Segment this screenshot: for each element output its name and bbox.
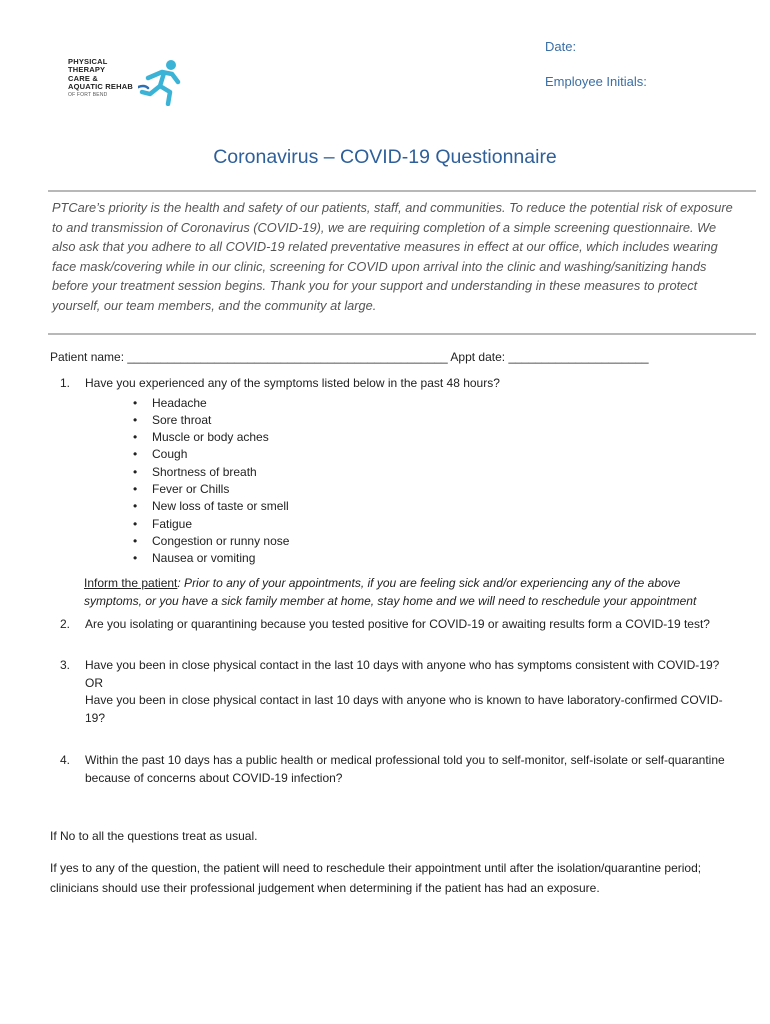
bullet-icon: • [133,412,138,427]
symptom-item [133,550,770,567]
logo-line-5: OF FORT BEND [68,91,108,98]
symptom-item [133,429,770,446]
symptom-item [133,464,770,481]
symptom-label: Nausea or vomiting [152,551,256,566]
bullet-icon: • [133,447,138,462]
question-text: Are you isolating or quarantining because you tested positive for COVID-19 or awaiting results form a COVID-19 test? [85,617,710,631]
inform-patient-note [84,574,734,610]
running-figure-icon [138,58,184,106]
symptom-label: Fever or Chills [152,481,230,496]
symptom-item [133,481,770,498]
symptom-label: Headache [152,395,207,410]
question-number: 4. [60,753,71,767]
logo-line-1: PHYSICAL [68,57,108,66]
question-2 [60,616,730,634]
symptom-item [133,533,770,550]
logo-line-2: THERAPY [68,65,106,75]
divider-top [48,190,756,192]
question-text: Within the past 10 days has a public health or medical professional told you to self-monitor, self-isolate or self-quarantine because of concerns about COVID-19 infection? [85,753,725,785]
logo-line-4: AQUATIC REHAB [68,82,133,92]
question-text: Have you experienced any of the symptoms listed below in the past 48 hours? [85,376,500,390]
bullet-icon: • [133,395,138,410]
logo-wordmark [68,58,133,99]
date-label: Date: [545,39,577,54]
symptom-label: Muscle or body aches [152,430,269,445]
symptom-item [133,412,770,429]
bullet-icon: • [133,533,138,548]
bullet-icon: • [133,499,138,514]
question-text-b: Have you been in close physical contact in last 10 days with anyone who is known to have laboratory-confirmed COVID-19? [85,693,723,725]
clinic-logo [68,58,178,110]
bullet-icon: • [133,430,138,445]
employee-initials-label: Employee Initials: [545,74,647,89]
symptom-label: Shortness of breath [152,464,257,479]
question-number: 2. [60,617,71,631]
question-or: OR [85,675,103,690]
bullet-icon: • [133,516,138,531]
symptom-label: Cough [152,447,188,462]
question-1 [60,375,730,567]
symptom-list [133,395,770,568]
question-text-a: Have you been in close physical contact in the last 10 days with anyone who has symptoms consistent with COVID-19? [85,658,720,672]
question-3 [60,657,730,727]
logo-line-3: CARE & [68,73,98,83]
patient-info-line: Patient name: ________________________________________________ Appt date: _____________________ [50,350,649,364]
bullet-icon: • [133,551,138,566]
page-title: Coronavirus – COVID-19 Questionnaire [213,146,557,168]
symptom-label: Sore throat [152,412,212,427]
no-instruction: If No to all the questions treat as usual. [50,829,258,843]
intro-paragraph: PTCare’s priority is the health and safety of our patients, staff, and communities. To reduce the potential risk of exposure to and transmission of Coronavirus (COVID-19), we are requiring completion of a simple screening questionnaire. We also ask that you adhere to all COVID-19 related preventative measures in effect at our office, which includes wearing face mask/covering while in our clinic, screening for COVID upon arrival into the clinic and washing/sanitizing hands before your treatment session begins. Thank you for your support and understanding in these measures to protect yourself, our team members, and the community at large. [52,200,733,313]
symptom-item [133,498,770,515]
symptom-label: Fatigue [152,516,193,531]
inform-label: Inform the patient [84,576,178,590]
symptom-item [133,446,770,463]
divider-bottom [48,333,756,335]
symptom-item [133,516,770,533]
question-number: 1. [60,376,71,390]
bullet-icon: • [133,464,138,479]
inform-text: : Prior to any of your appointments, if you are feeling sick and/or experiencing any of the above symptoms, or you have a sick family member at home, stay home and we will need to reschedule your appointment [84,576,697,608]
bullet-icon: • [133,481,138,496]
symptom-item [133,395,770,412]
yes-instruction: If yes to any of the question, the patient will need to reschedule their appointment until after the isolation/quarantine period; clinicians should use their professional judgement when determining if the patient has had an exposure. [50,861,702,895]
question-4 [60,752,730,787]
symptom-label: New loss of taste or smell [152,499,289,514]
symptom-label: Congestion or runny nose [152,533,290,548]
question-number: 3. [60,658,71,672]
